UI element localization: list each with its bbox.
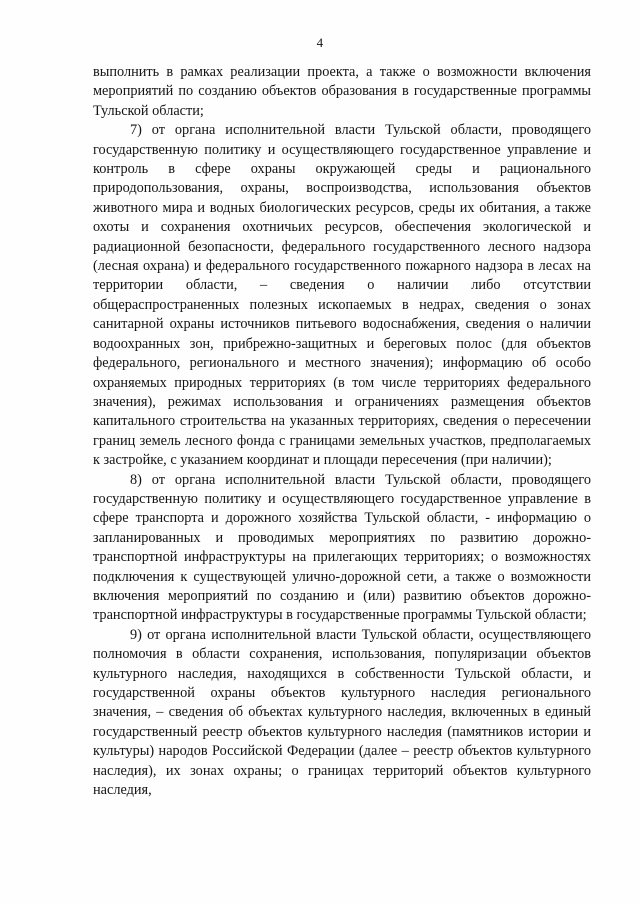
paragraph-item-7: 7) от органа исполнительной власти Тульской области, проводящего государственную политику и осуществляющего государственное управление и контроль в сфере охраны окружающей среды и рационального природопользования, охраны, воспроизводства, использования объектов животного мира и водных биологических ресурсов, среды их обитания, а также охоты и сохранения охотничьих ресурсов, обеспечения экологической и радиационной безопасности, федерального государственного лесного надзора (лесная охрана) и федерального государственного пожарного надзора в лесах на территории области, – сведения о наличии либо отсутствии общераспространенных полезных ископаемых в недрах, сведения о зонах санитарной охраны источников питьевого водоснабжения, сведения о наличии водоохранных зон, прибрежно-защитных и береговых полос (для объектов федерального, регионального и местного значения); информацию об особо охраняемых природных территориях (в том числе территориях федерального значения), режимах использования и ограничениях размещения объектов капитального строительства на указанных территориях, сведения о пересечении границ земель лесного фонда с границами земельных участков, предполагаемых к застройке, с указанием координат и площади пересечения (при наличии); [93,122,591,469]
paragraph-item-8: 8) от органа исполнительной власти Тульской области, проводящего государственную политику и осуществляющего государственное управление в сфере транспорта и дорожного хозяйства Тульской области, - информацию о запланированных и проводимых мероприятиях по развитию дорожно-транспортной инфраструктуры на прилегающих территориях; о возможностях подключения к существующей улично-дорожной сети, а также о возможности включения мероприятий по созданию и (или) развитию объектов дорожно-транспортной инфраструктуры в государственные программы Тульской области; [93,471,591,624]
document-body [93,63,591,800]
paragraph-item-9: 9) от органа исполнительной власти Тульской области, осуществляющего полномочия в области сохранения, использования, популяризации объектов культурного наследия, находящихся в собственности Тульской области, и государственной охраны объектов культурного наследия регионального значения, – сведения об объектах культурного наследия, включенных в единый государственный реестр объектов культурного наследия (памятников истории и культуры) народов Российской Федерации (далее – реестр объектов культурного наследия), их зонах охраны; о границах территорий объектов культурного наследия, [93,626,591,799]
paragraph-continuation: выполнить в рамках реализации проекта, а также о возможности включения мероприятий по созданию объектов образования в государственные программы Тульской области; [93,64,591,119]
page-number: 4 [316,35,324,50]
